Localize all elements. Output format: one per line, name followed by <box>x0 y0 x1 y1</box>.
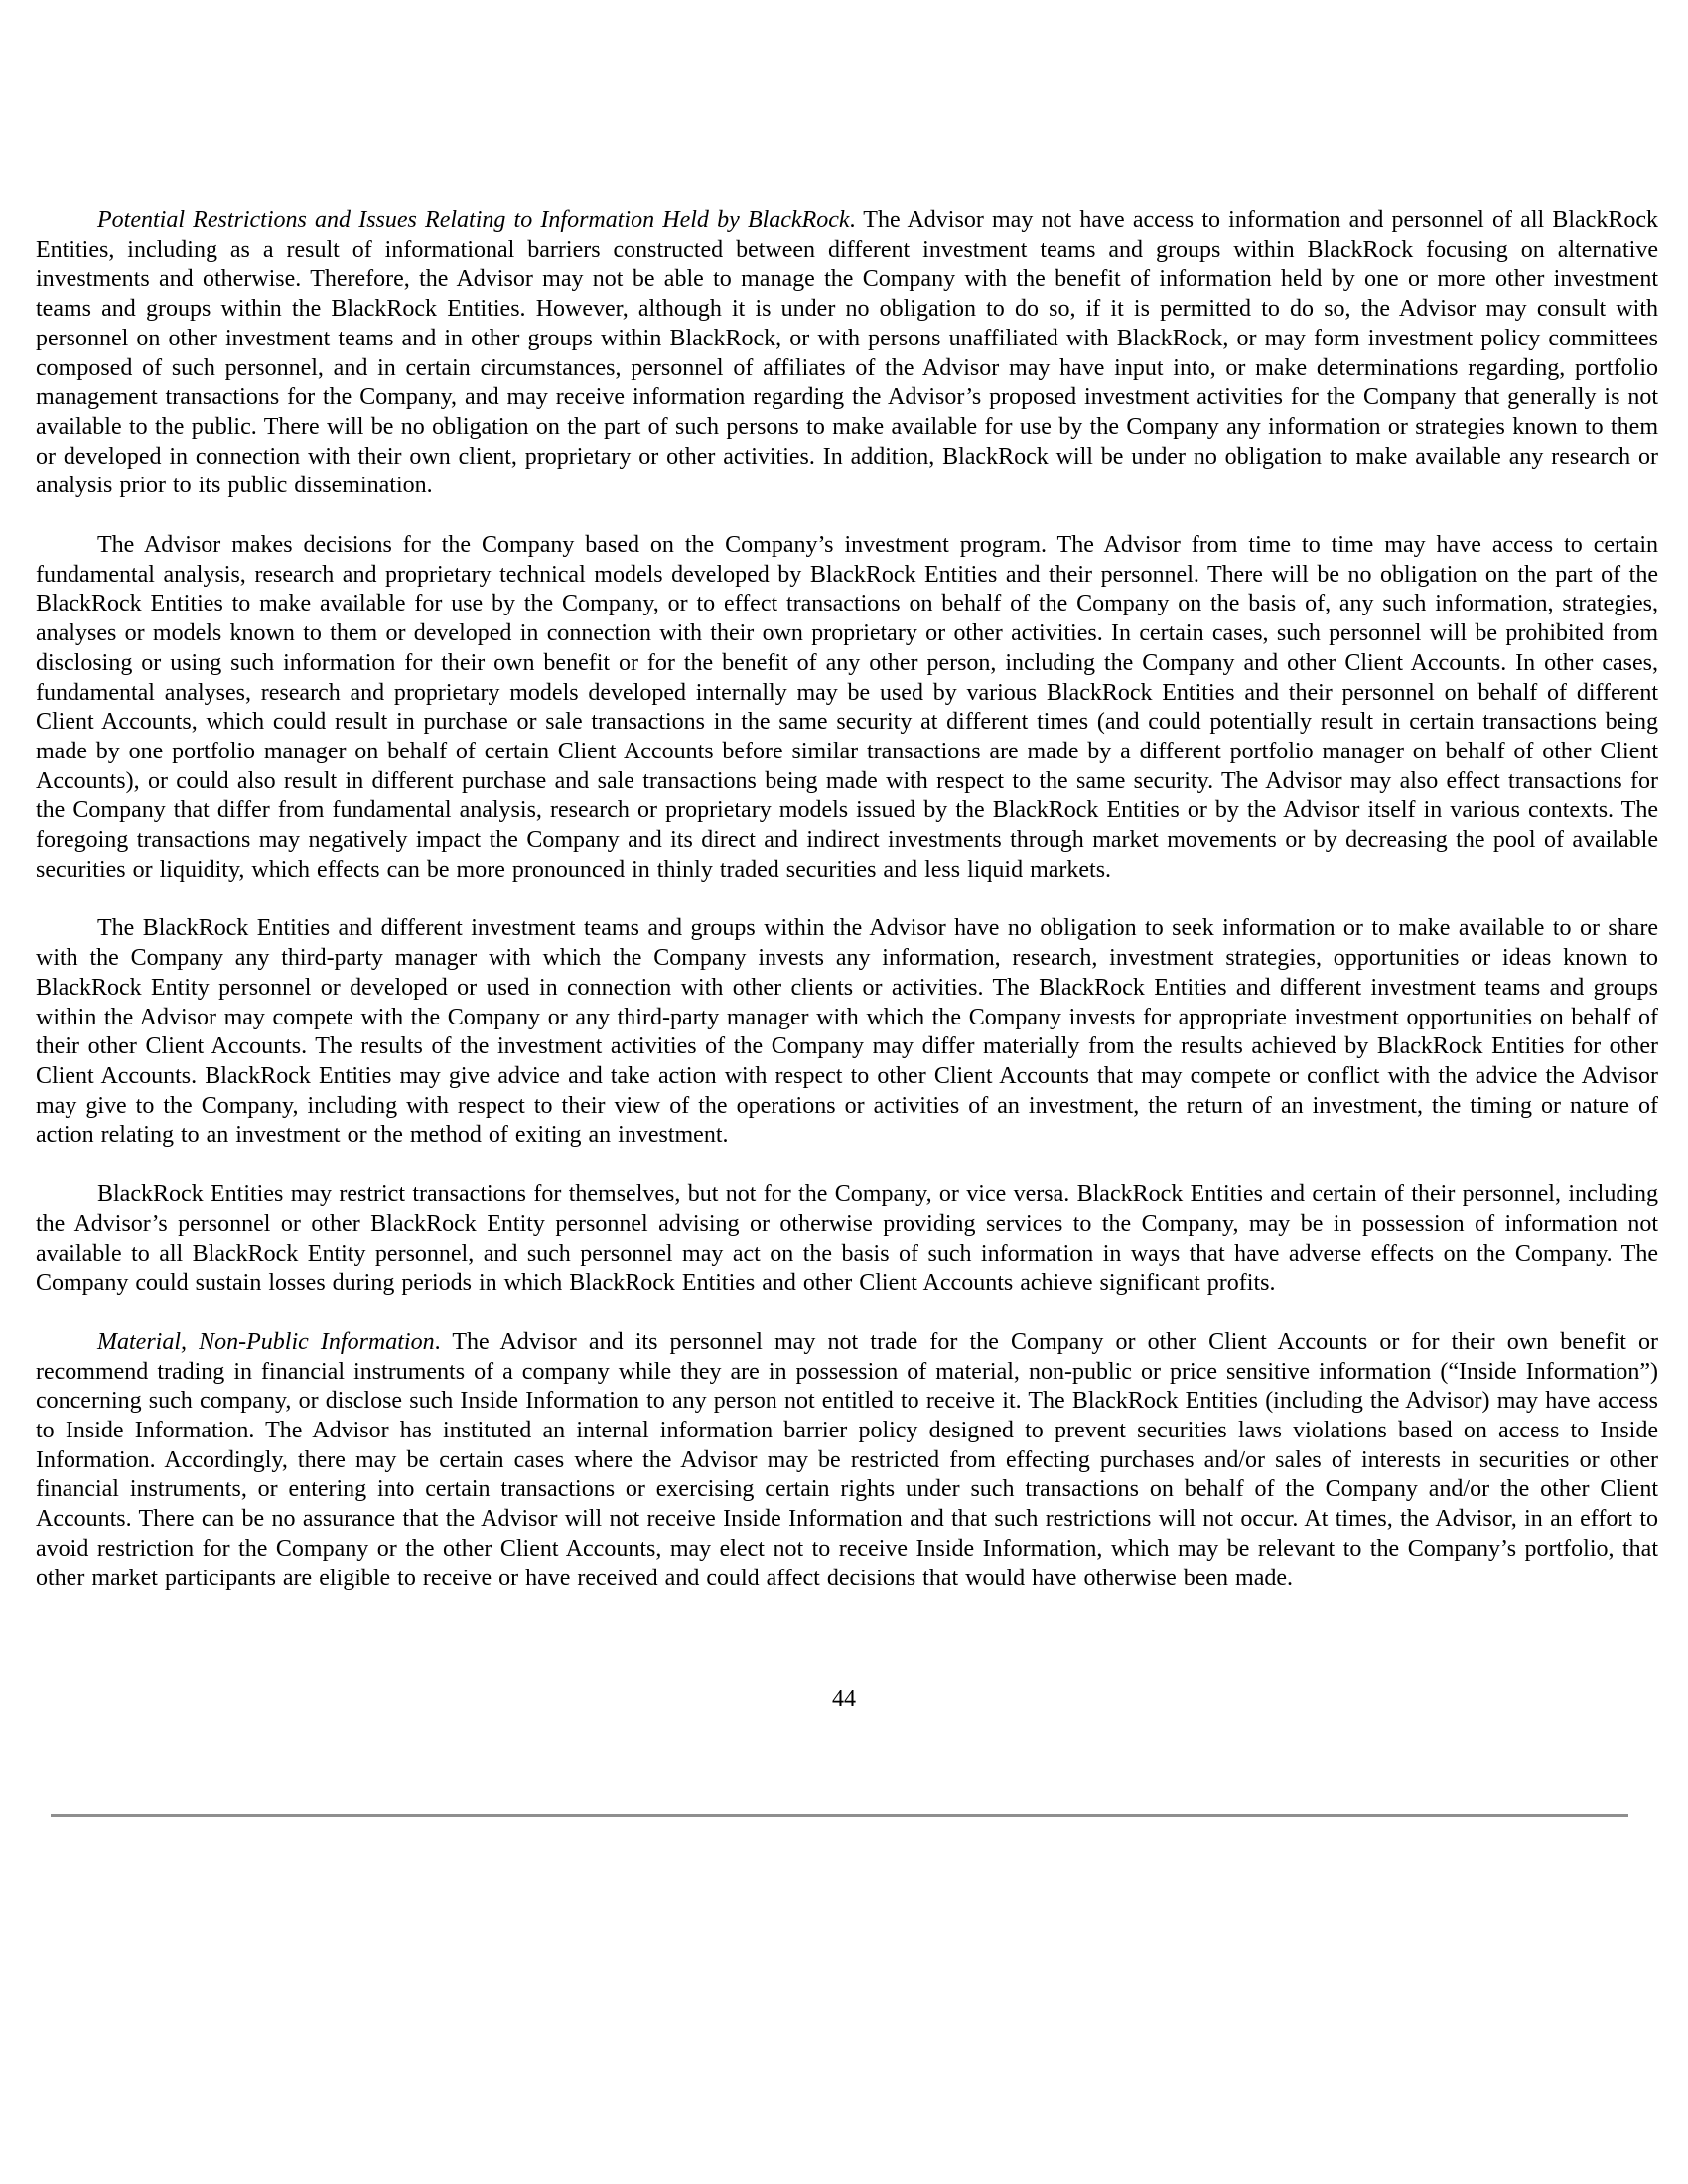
paragraph-lead-italic: Material, Non-Public Information <box>97 1328 435 1355</box>
paragraph-lead-italic: Potential Restrictions and Issues Relating to Information Held by BlackRock <box>97 207 850 233</box>
footer-divider-rule <box>51 1814 1628 1817</box>
paragraph-text: The BlackRock Entities and different investment teams and groups within the Advisor have no obligation to seek information or to make available to or share with the Company any third-party manager with which the Company invests any information, research, investment strategies, opportunities or ideas known to BlackRock Entity personnel or developed or used in connection with other clients or activities. The BlackRock Entities and different investment teams and groups within the Advisor may compete with the Company or any third-party manager with which the Company invests for appropriate investment opportunities on behalf of their other Client Accounts. The results of the investment activities of the Company may differ materially from the results achieved by BlackRock Entities for other Client Accounts. BlackRock Entities may give advice and take action with respect to other Client Accounts that may compete or conflict with the advice the Advisor may give to the Company, including with respect to their view of the operations or activities of an investment, the return of an investment, the timing or nature of action relating to an investment or the method of exiting an investment. <box>36 915 1658 1149</box>
paragraph-text: BlackRock Entities may restrict transactions for themselves, but not for the Company, or vice versa. BlackRock Entities and certain of their personnel, including the Advisor’s personnel or other BlackRock Entity personnel advising or otherwise providing services to the Company, may be in possession of information not available to all BlackRock Entity personnel, and such personnel may act on the basis of such information in ways that have adverse effects on the Company. The Company could sustain losses during periods in which BlackRock Entities and other Client Accounts achieve significant profits. <box>36 1181 1658 1297</box>
paragraph-potential-restrictions <box>36 206 1658 501</box>
document-page-body <box>36 206 1658 1623</box>
paragraph-text: . The Advisor may not have access to information and personnel of all BlackRock Entities, including as a result of informational barriers constructed between different investment teams and groups within BlackRock focusing on alternative investments and otherwise. Therefore, the Advisor may not be able to manage the Company with the benefit of information held by one or more other investment teams and groups within the BlackRock Entities. However, although it is under no obligation to do so, if it is permitted to do so, the Advisor may consult with personnel on other investment teams and in other groups within BlackRock, or with persons unaffiliated with BlackRock, or may form investment policy committees composed of such personnel, and in certain circumstances, personnel of affiliates of the Advisor may have input into, or make determinations regarding, portfolio management transactions for the Company, and may receive information regarding the Advisor’s proposed investment activities for the Company that generally is not available to the public. There will be no obligation on the part of such persons to make available for use by the Company any information or strategies known to them or developed in connection with their own client, proprietary or other activities. In addition, BlackRock will be under no obligation to make available any research or analysis prior to its public dissemination. <box>36 207 1658 499</box>
page-number: 44 <box>832 1686 856 1711</box>
paragraph-advisor-decisions <box>36 531 1658 885</box>
paragraph-blackrock-entities-teams <box>36 914 1658 1151</box>
paragraph-text: The Advisor makes decisions for the Company based on the Company’s investment program. The Advisor from time to time may have access to certain fundamental analysis, research and proprietary technical models developed by BlackRock Entities and their personnel. There will be no obligation on the part of the BlackRock Entities to make available for use by the Company, or to effect transactions on behalf of the Company on the basis of, any such information, strategies, analyses or models known to them or developed in connection with their own proprietary or other activities. In certain cases, such personnel will be prohibited from disclosing or using such information for their own benefit or for the benefit of any other person, including the Company and other Client Accounts. In other cases, fundamental analyses, research and proprietary models developed internally may be used by various BlackRock Entities and their personnel on behalf of different Client Accounts, which could result in purchase or sale transactions in the same security at different times (and could potentially result in certain transactions being made by one portfolio manager on behalf of certain Client Accounts before similar transactions are made by a different portfolio manager on behalf of other Client Accounts), or could also result in different purchase and sale transactions being made with respect to the same security. The Advisor may also effect transactions for the Company that differ from fundamental analysis, research or proprietary models issued by the BlackRock Entities or by the Advisor itself in various contexts. The foregoing transactions may negatively impact the Company and its direct and indirect investments through market movements or by decreasing the pool of available securities or liquidity, which effects can be more pronounced in thinly traded securities and less liquid markets. <box>36 532 1658 883</box>
paragraph-material-non-public-information <box>36 1328 1658 1593</box>
paragraph-text: . The Advisor and its personnel may not trade for the Company or other Client Accounts or for their own benefit or recommend trading in financial instruments of a company while they are in possession of material, non-public or price sensitive information (“Inside Information”) concerning such company, or disclose such Inside Information to any person not entitled to receive it. The BlackRock Entities (including the Advisor) may have access to Inside Information. The Advisor has instituted an internal information barrier policy designed to prevent securities laws violations based on access to Inside Information. Accordingly, there may be certain cases where the Advisor may be restricted from effecting purchases and/or sales of interests in securities or other financial instruments, or entering into certain transactions or exercising certain rights under such transactions on behalf of the Company and/or the other Client Accounts. There can be no assurance that the Advisor will not receive Inside Information and that such restrictions will not occur. At times, the Advisor, in an effort to avoid restriction for the Company or the other Client Accounts, may elect not to receive Inside Information, which may be relevant to the Company’s portfolio, that other market participants are eligible to receive or have received and could affect decisions that would have otherwise been made. <box>36 1328 1658 1591</box>
paragraph-restrict-transactions <box>36 1180 1658 1298</box>
